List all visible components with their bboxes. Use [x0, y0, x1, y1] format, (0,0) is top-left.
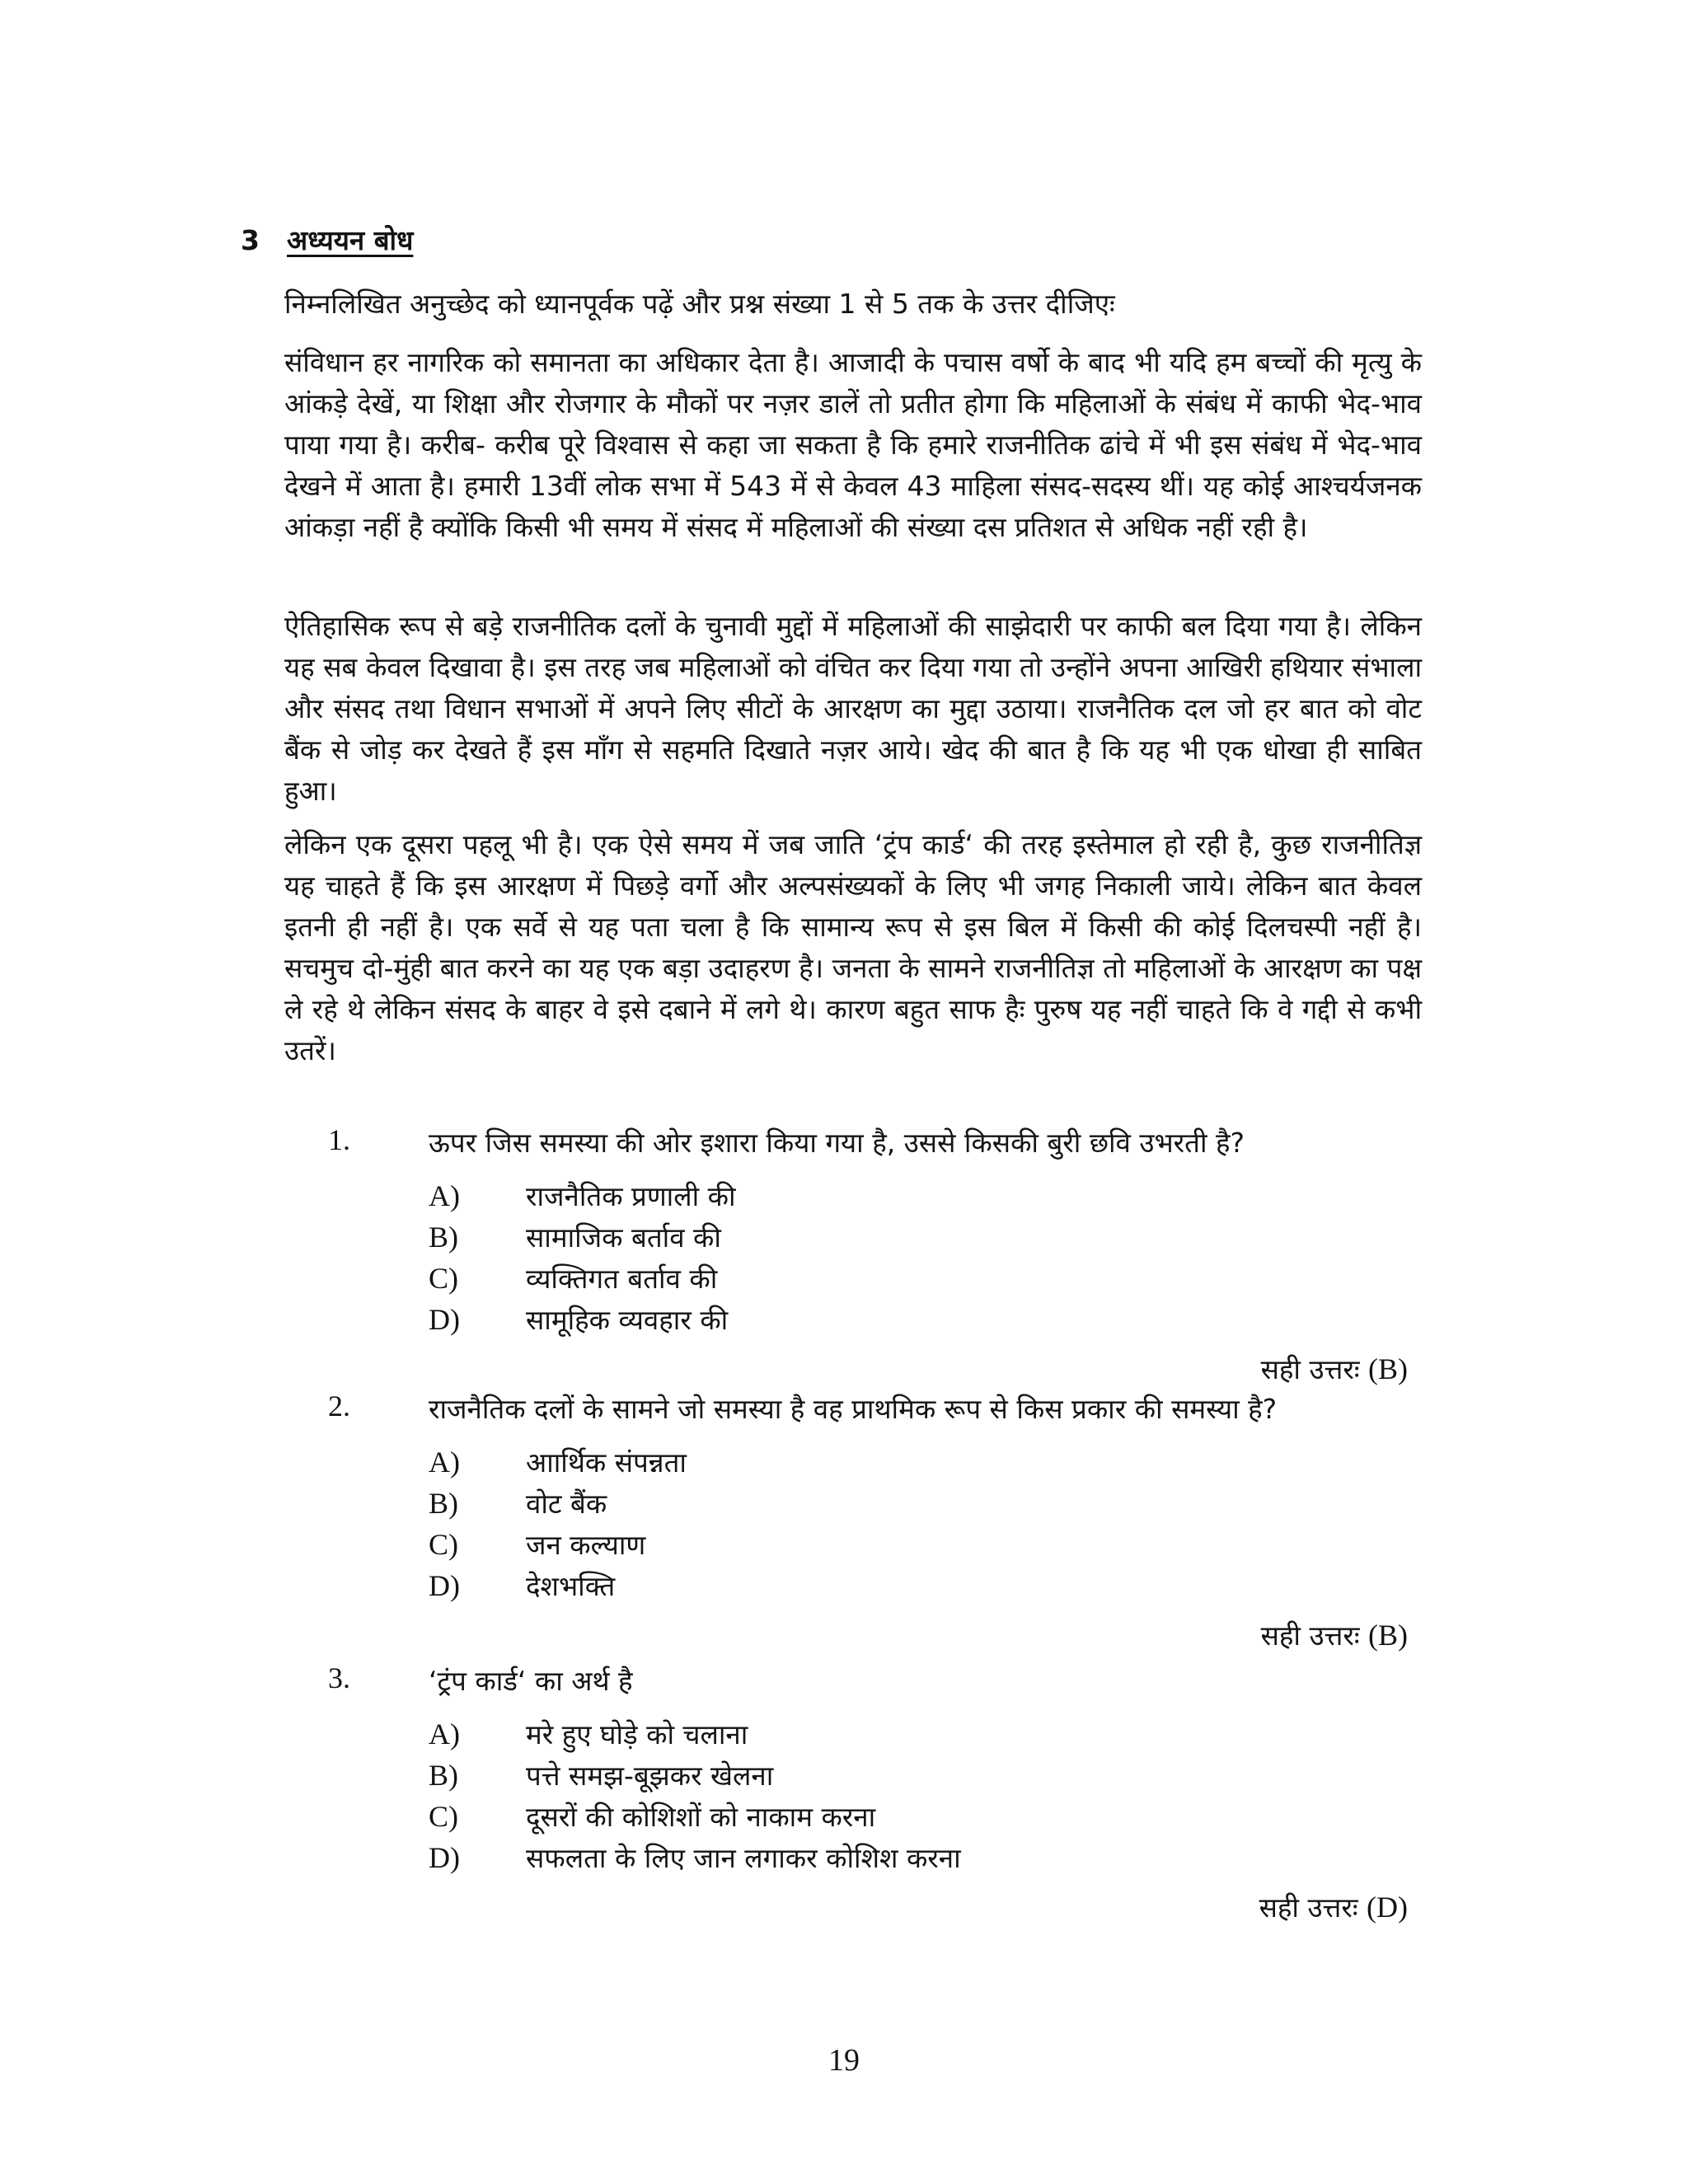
option-text: देशभक्ति — [526, 1570, 616, 1602]
option-list — [429, 1441, 1424, 1606]
option-letter: C) — [429, 1262, 458, 1295]
question-number: 2. — [328, 1390, 350, 1422]
option-d — [429, 1299, 1424, 1340]
instruction-text: निम्नलिखित अनुच्छेद को ध्यानपूर्वक पढ़ें और प्रश्न संख्या 1 से 5 तक के उत्तर दीजिएः — [284, 288, 1115, 320]
answer-value: (B) — [1368, 1619, 1408, 1652]
option-letter: A) — [429, 1446, 460, 1479]
page-number: 19 — [828, 2043, 860, 2078]
option-text: दूसरों की कोशिशों को नाकाम करना — [526, 1801, 876, 1833]
option-b — [429, 1755, 1424, 1796]
option-letter: C) — [429, 1800, 458, 1833]
option-b — [429, 1216, 1424, 1258]
option-c — [429, 1258, 1424, 1299]
option-list — [429, 1713, 1424, 1878]
option-text: सफलता के लिए जान लगाकर कोशिश करना — [526, 1842, 961, 1874]
question-2 — [328, 1389, 1424, 1656]
section-title: अध्ययन बोध — [287, 224, 414, 256]
option-a — [429, 1175, 1424, 1216]
question-number: 3. — [328, 1661, 350, 1694]
section-number: 3 — [241, 224, 260, 256]
question-text: राजनैतिक दलों के सामने जो समस्या है वह प्राथमिक रूप से किस प्रकार की समस्या है? — [429, 1393, 1278, 1425]
option-text: राजनैतिक प्रणाली की — [526, 1180, 736, 1212]
question-number: 1. — [328, 1123, 350, 1156]
option-text: वोट बैंक — [526, 1488, 607, 1520]
option-c — [429, 1796, 1424, 1837]
option-letter: D) — [429, 1841, 460, 1874]
correct-answer — [328, 1886, 1424, 1928]
option-text: सामाजिक बर्ताव की — [526, 1221, 721, 1254]
question-3 — [328, 1661, 1424, 1928]
option-text: आार्थिक संपन्नता — [526, 1446, 687, 1479]
question-1 — [328, 1122, 1424, 1390]
passage-paragraph-3: लेकिन एक दूसरा पहलू भी है। एक ऐसे समय में जब जाति ‘ट्रंप कार्ड‘ की तरह इस्तेमाल हो रही है, कुछ राजनीतिज्ञ यह चाहते हैं कि इस आरक्षण में पिछड़े वर्गो और अल्पसंख्यकों के लिए भी जगह निकाली जाये। लेकिन बात केवल इतनी ही नहीं है। एक सर्वे से यह पता चला है कि सामान्य रूप से इस बिल में किसी की कोई दिलचस्पी नहीं है। सचमुच दो-मुंही बात करने का यह एक बड़ा उदाहरण है। जनता के सामने राजनीतिज्ञ तो महिलाओं के आरक्षण का पक्ष ले रहे थे लेकिन संसद के बाहर वे इसे दबाने में लगे थे। कारण बहुत साफ हैः पुरुष यह नहीं चाहते कि वे गद्दी से कभी उतरें। — [284, 828, 1422, 1066]
answer-label: सही उत्तरः — [1259, 1891, 1358, 1924]
option-letter: B) — [429, 1221, 458, 1254]
option-d — [429, 1837, 1424, 1878]
option-letter: B) — [429, 1487, 458, 1520]
option-a — [429, 1713, 1424, 1755]
answer-value: (B) — [1368, 1352, 1408, 1385]
answer-label: सही उत्तरः — [1260, 1619, 1360, 1652]
correct-answer — [328, 1348, 1424, 1390]
option-letter: C) — [429, 1528, 458, 1561]
option-letter: B) — [429, 1759, 458, 1792]
option-text: व्यक्तिगत बर्ताव की — [526, 1263, 718, 1295]
option-c — [429, 1524, 1424, 1565]
option-letter: A) — [429, 1179, 460, 1212]
passage-paragraph-1: संविधान हर नागरिक को समानता का अधिकार देता है। आजादी के पचास वर्षो के बाद भी यदि हम बच्चों की मृत्यु के आंकड़े देखें, या शिक्षा और रोजगार के मौकों पर नज़र डालें तो प्रतीत होगा कि महिलाओं के संबंध में काफी भेद-भाव पाया गया है। करीब- करीब पूरे विश्वास से कहा जा सकता है कि हमारे राजनीतिक ढांचे में भी इस संबंध में भेद-भाव देखने में आता है। हमारी 13वीं लोक सभा में 543 में से केवल 43 माहिला संसद-सदस्य थीं। यह कोई आश्चर्यजनक आंकड़ा नहीं है क्योंकि किसी भी समय में संसद में महिलाओं की संख्या दस प्रतिशत से अधिक नहीं रही है। — [284, 346, 1422, 543]
answer-value: (D) — [1367, 1891, 1408, 1924]
question-text: ऊपर जिस समस्या की ओर इशारा किया गया है, उससे किसकी बुरी छवि उभरती है? — [429, 1127, 1245, 1159]
option-text: पत्ते समझ-बूझकर खेलना — [526, 1760, 774, 1792]
option-letter: D) — [429, 1569, 460, 1602]
option-letter: D) — [429, 1303, 460, 1336]
option-list — [429, 1175, 1424, 1340]
correct-answer — [328, 1615, 1424, 1656]
option-b — [429, 1483, 1424, 1524]
section-heading — [241, 221, 413, 258]
option-text: मरे हुए घोड़े को चलाना — [526, 1718, 748, 1750]
option-a — [429, 1441, 1424, 1483]
option-text: जन कल्याण — [526, 1529, 646, 1561]
option-letter: A) — [429, 1718, 460, 1750]
option-text: सामूहिक व्यवहार की — [526, 1304, 729, 1336]
option-d — [429, 1565, 1424, 1606]
passage-paragraph-2: ऐतिहासिक रूप से बड़े राजनीतिक दलों के चुनावी मुद्दों में महिलाओं की साझेदारी पर काफी बल दिया गया है। लेकिन यह सब केवल दिखावा है। इस तरह जब महिलाओं को वंचित कर दिया गया तो उन्होंने अपना आखिरी हथियार संभाला और संसद तथा विधान सभाओं में अपने लिए सीटों के आरक्षण का मुद्दा उठाया। राजनैतिक दल जो हर बात को वोट बैंक से जोड़ कर देखते हैं इस माँग से सहमति दिखाते नज़र आये। खेद की बात है कि यह भी एक धोखा ही साबित हुआ। — [284, 610, 1422, 807]
question-text: ‘ट्रंप कार्ड‘ का अर्थ है — [429, 1665, 633, 1697]
answer-label: सही उत्तरः — [1260, 1353, 1360, 1385]
